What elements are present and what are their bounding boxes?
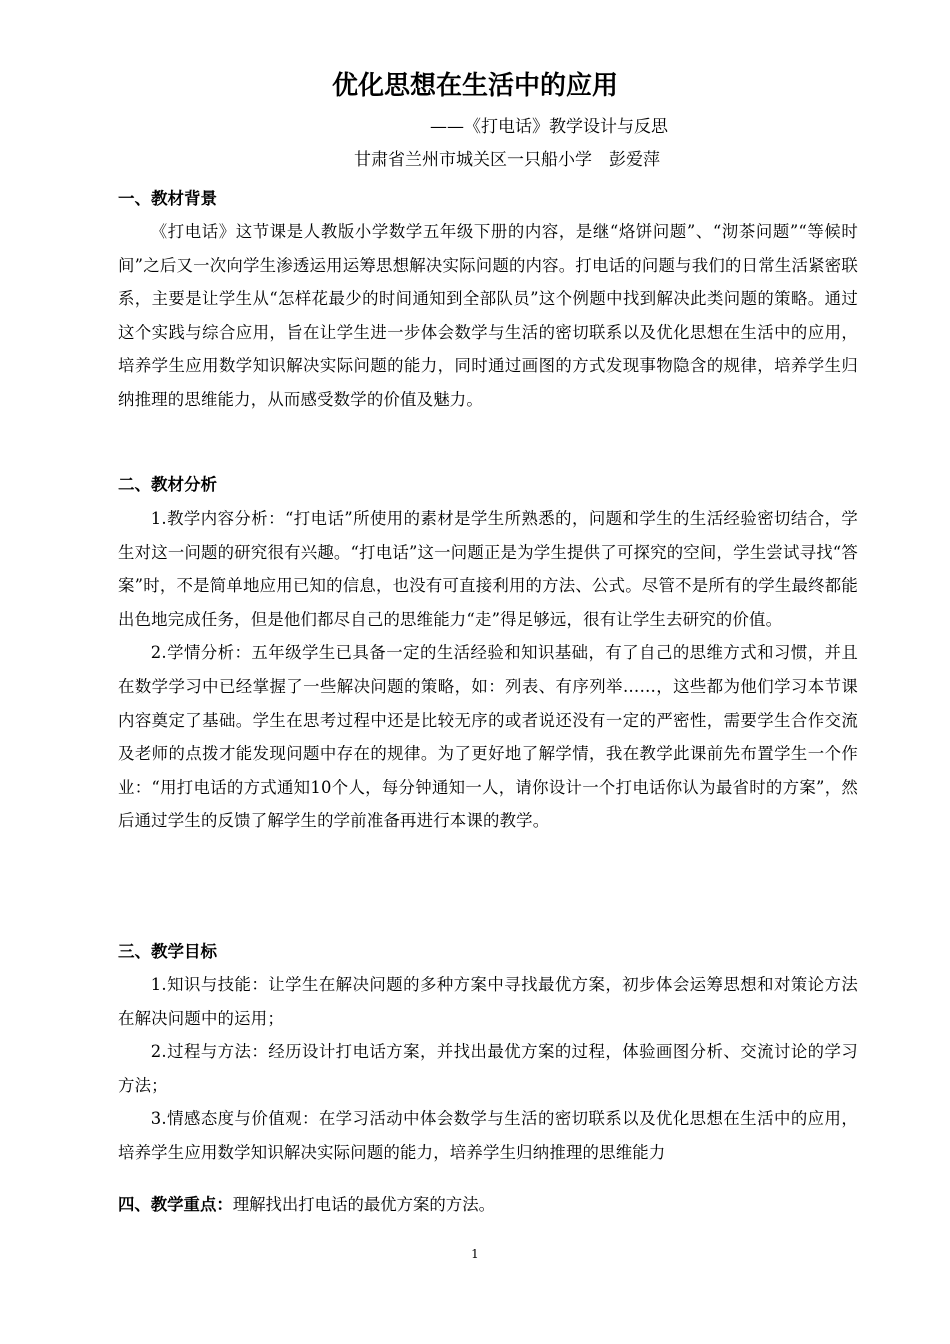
section-objectives bbox=[118, 937, 858, 1170]
key-point-text: 理解找出打电话的最优方案的方法。 bbox=[232, 1195, 495, 1214]
document-subtitle: ——《打电话》教学设计与反思 bbox=[430, 117, 668, 137]
section-heading: 三、教学目标 bbox=[118, 942, 217, 961]
paragraph: 1.知识与技能：让学生在解决问题的多种方案中寻找最优方案，初步体会运筹思想和对策论方法在解决问题中的运用； bbox=[118, 975, 858, 1028]
section-analysis bbox=[118, 470, 858, 838]
paragraph: 2.学情分析：五年级学生已具备一定的生活经验和知识基础，有了自己的思维方式和习惯，并且在数学学习中已经掌握了一些解决问题的策略，如：列表、有序列举……，这些都为他们学习本节课内容奠定了基础。学生在思考过程中还是比较无序的或者说还没有一定的严密性，需要学生合作交流及老师的点拨才能发现问题中存在的规律。为了更好地了解学情，我在教学此课前先布置学生一个作业：“用打电话的方式通知10个人，每分钟通知一人，请你设计一个打电话你认为最省时的方案”，然后通过学生的反馈了解学生的学前准备再进行本课的教学。 bbox=[118, 643, 858, 831]
section-key-point bbox=[118, 1188, 858, 1222]
document-author: 甘肃省兰州市城关区一只船小学 彭爱萍 bbox=[354, 150, 660, 170]
document-title: 优化思想在生活中的应用 bbox=[331, 71, 618, 101]
paragraph: 《打电话》这节课是人教版小学数学五年级下册的内容，是继“烙饼问题”、“沏茶问题”“等候时间”之后又一次向学生渗透运用运筹思想解决实际问题的内容。打电话的问题与我们的日常生活紧密联系，主要是让学生从“怎样花最少的时间通知到全部队员”这个例题中找到解决此类问题的策略。通过这个实践与综合应用，旨在让学生进一步体会数学与生活的密切联系以及优化思想在生活中的应用，培养学生应用数学知识解决实际问题的能力，同时通过画图的方式发现事物隐含的规律，培养学生归纳推理的思维能力，从而感受数学的价值及魅力。 bbox=[118, 222, 858, 409]
section-heading: 二、教材分析 bbox=[118, 475, 217, 494]
paragraph: 2.过程与方法：经历设计打电话方案，并找出最优方案的过程，体验画图分析、交流讨论的学习方法； bbox=[118, 1042, 858, 1095]
paragraph: 3.情感态度与价值观：在学习活动中体会数学与生活的密切联系以及优化思想在生活中的应用，培养学生应用数学知识解决实际问题的能力，培养学生归纳推理的思维能力 bbox=[118, 1109, 858, 1162]
paragraph: 1.教学内容分析：“打电话”所使用的素材是学生所熟悉的，问题和学生的生活经验密切结合，学生对这一问题的研究很有兴趣。“打电话”这一问题正是为学生提供了可探究的空间，学生尝试寻找“答案”时，不是简单地应用已知的信息，也没有可直接利用的方法、公式。尽管不是所有的学生最终都能出色地完成任务，但是他们都尽自己的思维能力“走”得足够远，很有让学生去研究的价值。 bbox=[118, 509, 858, 629]
page-number: 1 bbox=[471, 1247, 479, 1261]
key-point-line bbox=[118, 1188, 858, 1222]
section-heading: 一、教材背景 bbox=[118, 189, 217, 208]
section-heading: 四、教学重点： bbox=[118, 1195, 233, 1214]
section-background bbox=[118, 184, 858, 417]
